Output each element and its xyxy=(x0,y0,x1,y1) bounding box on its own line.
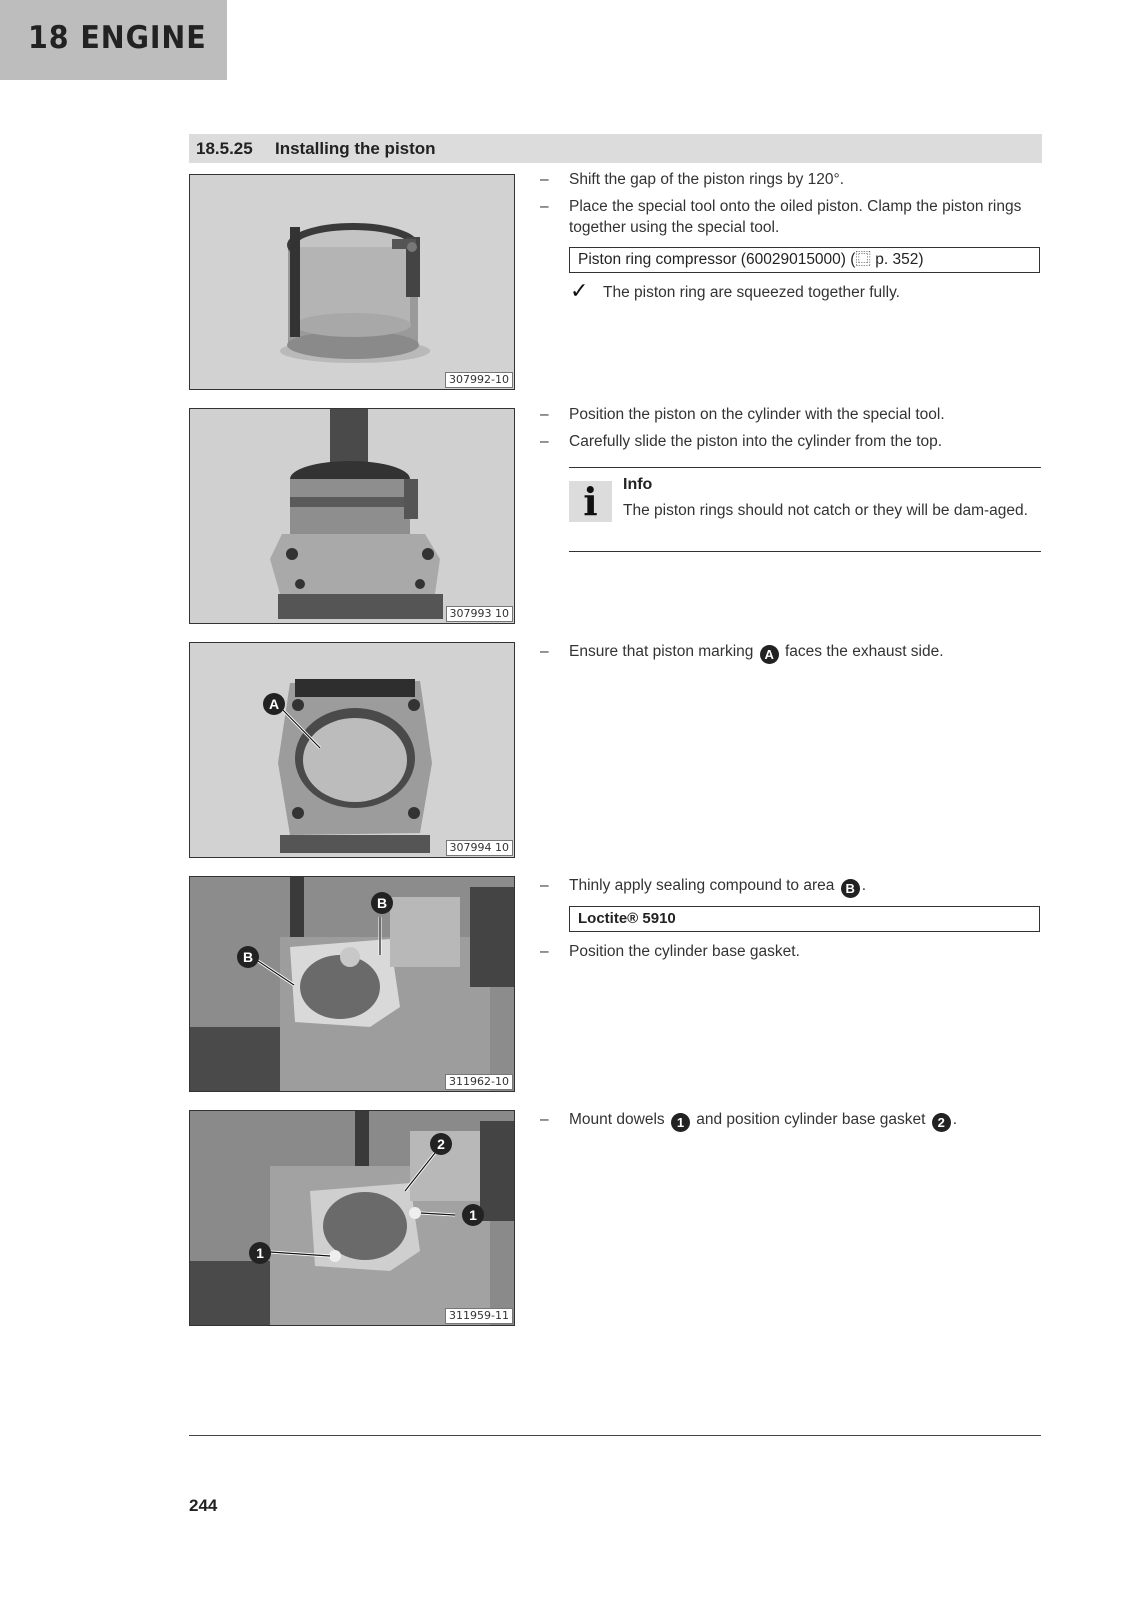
page-number: 244 xyxy=(189,1496,218,1515)
sealant-text: Loctite® 5910 xyxy=(578,910,676,927)
check-text: The piston ring are squeezed together fully. xyxy=(603,284,900,301)
step-text xyxy=(569,875,1039,898)
section-header xyxy=(189,134,1042,163)
info-title: Info xyxy=(623,476,653,493)
step-text: Position the piston on the cylinder with the special tool. xyxy=(569,406,945,423)
step-dash: – xyxy=(540,643,549,660)
photo-code: 311959-11 xyxy=(445,1308,513,1324)
info-text: The piston rings should not catch or they will be dam-aged. xyxy=(623,502,1028,519)
photo-piston-insertion xyxy=(189,408,515,624)
step-text-part: faces the exhaust side. xyxy=(785,643,944,660)
piston-insertion-illustration xyxy=(190,409,515,624)
special-tool-box xyxy=(569,247,1040,273)
step-text xyxy=(569,641,1039,664)
step-dash: – xyxy=(540,433,549,450)
photo-dowels-gasket xyxy=(189,1110,515,1326)
photo-code: 307992-10 xyxy=(445,372,513,388)
step-dash: – xyxy=(540,171,549,188)
step-dash: – xyxy=(540,198,549,215)
chapter-tab xyxy=(0,0,227,80)
callout-b-inline: B xyxy=(841,879,860,898)
info-icon xyxy=(569,481,612,522)
photo-code: 307994 10 xyxy=(446,840,514,856)
step-text-part: . xyxy=(861,877,867,894)
step-dash: – xyxy=(540,877,549,894)
step-dash: – xyxy=(540,406,549,423)
ring-compressor-illustration xyxy=(190,175,515,390)
callout-1-left: 1 xyxy=(249,1242,271,1264)
sealing-area-illustration xyxy=(190,877,515,1092)
step-text-part: Mount dowels xyxy=(569,1111,665,1128)
step-dash: – xyxy=(540,1111,549,1128)
photo-code: 307993 10 xyxy=(446,606,514,622)
section-title: Installing the piston xyxy=(275,139,436,158)
callout-1-inline: 1 xyxy=(671,1113,690,1132)
callout-a-inline: A xyxy=(760,645,779,664)
checkmark-icon: ✓ xyxy=(570,278,589,303)
chapter-title: 18 ENGINE xyxy=(28,20,207,56)
photo-ring-compressor xyxy=(189,174,515,390)
special-tool-text: Piston ring compressor (60029015000) (⿴ p. 352) xyxy=(578,251,924,268)
footer-divider xyxy=(189,1435,1041,1436)
step-text: Shift the gap of the piston rings by 120°. xyxy=(569,171,845,188)
step-text-part: Thinly apply sealing compound to area xyxy=(569,877,835,894)
photo-code: 311962-10 xyxy=(445,1074,513,1090)
info-icon-glyph: i xyxy=(583,479,598,524)
info-box xyxy=(569,467,1041,552)
callout-b-left: B xyxy=(237,946,259,968)
step-text xyxy=(569,1109,1039,1132)
step-text-part: and position cylinder base gasket xyxy=(696,1111,926,1128)
step-text: Place the special tool onto the oiled piston. Clamp the piston rings together using the special tool. xyxy=(569,198,1022,236)
sealant-box xyxy=(569,906,1040,932)
step-dash: – xyxy=(540,943,549,960)
photo-sealing-area xyxy=(189,876,515,1092)
callout-2: 2 xyxy=(430,1133,452,1155)
step-text: Position the cylinder base gasket. xyxy=(569,943,800,960)
step-text-part: Ensure that piston marking xyxy=(569,643,754,660)
photo-piston-marking xyxy=(189,642,515,858)
step-text-part: . xyxy=(952,1111,958,1128)
callout-1-right: 1 xyxy=(462,1204,484,1226)
callout-2-inline: 2 xyxy=(932,1113,951,1132)
step-text: Carefully slide the piston into the cylinder from the top. xyxy=(569,433,943,450)
callout-a: A xyxy=(263,693,285,715)
piston-marking-illustration xyxy=(190,643,515,858)
callout-b-top: B xyxy=(371,892,393,914)
section-number: 18.5.25 xyxy=(196,139,253,158)
